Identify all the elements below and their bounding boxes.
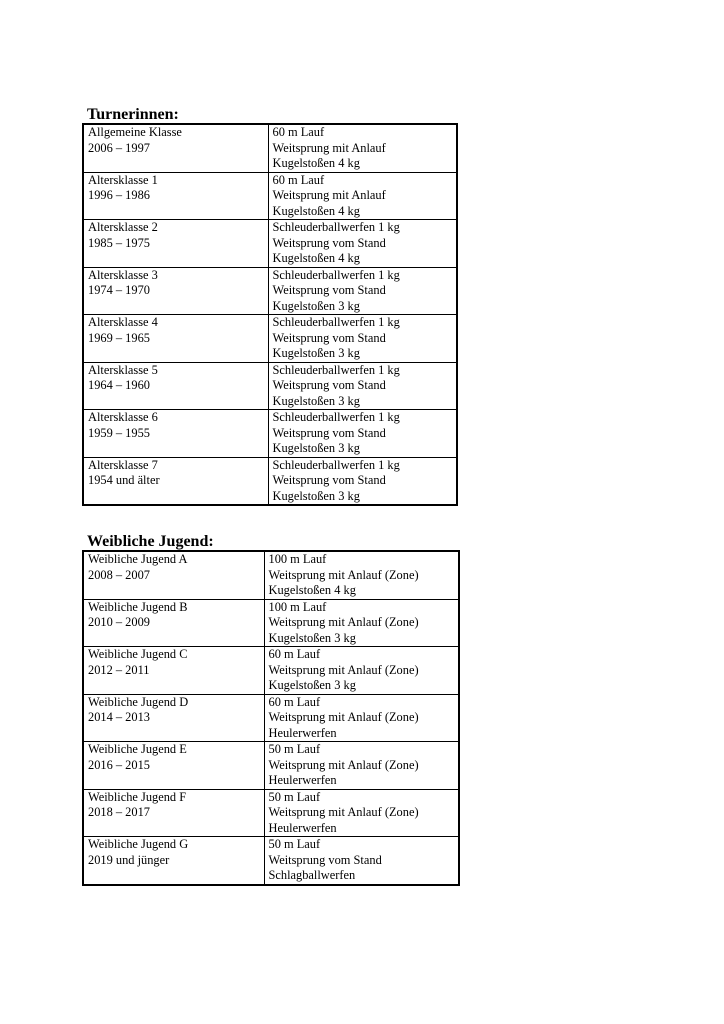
event-item: Weitsprung mit Anlauf (Zone) (268, 567, 419, 582)
event-item: 60 m Lauf (268, 647, 321, 661)
table-body-turnerinnen (83, 124, 457, 505)
section-title-weibliche-jugend: Weibliche Jugend: (87, 533, 214, 550)
event-item: Weitsprung mit Anlauf (Zone) (268, 805, 419, 819)
event-item: Schleuderballwerfen 1 kg (272, 457, 400, 472)
event-item: Heulerwerfen (268, 725, 337, 740)
event-item: Heulerwerfen (268, 773, 337, 787)
table-row (83, 789, 459, 837)
table-row (83, 220, 457, 268)
birth-years: 2010 – 2009 (88, 615, 150, 629)
event-item: Schleuderballwerfen 1 kg (272, 315, 400, 329)
age-class-cell (83, 220, 268, 268)
age-class-cell (83, 457, 268, 505)
event-item: Kugelstoßen 3 kg (272, 298, 360, 313)
events-cell (268, 410, 457, 458)
events-cell (268, 457, 457, 505)
age-class-cell (83, 837, 264, 885)
age-class-cell (83, 551, 264, 599)
table-row (83, 647, 459, 695)
event-item: Schleuderballwerfen 1 kg (272, 220, 400, 234)
events-cell (268, 172, 457, 220)
table-row (83, 551, 459, 599)
event-item: Schleuderballwerfen 1 kg (272, 362, 400, 377)
events-cell (264, 599, 459, 647)
birth-years: 2008 – 2007 (88, 567, 150, 582)
age-class-cell (83, 694, 264, 742)
age-class-name: Weibliche Jugend A (88, 552, 188, 566)
events-cell (264, 837, 459, 885)
event-item: Kugelstoßen 3 kg (272, 488, 360, 503)
event-item: Schleuderballwerfen 1 kg (272, 410, 400, 424)
table-turnerinnen (82, 123, 458, 506)
table-row (83, 694, 459, 742)
event-item: Weitsprung mit Anlauf (Zone) (268, 662, 419, 677)
age-class-name: Altersklasse 6 (88, 410, 158, 424)
age-class-cell (83, 124, 268, 172)
birth-years: 2016 – 2015 (88, 757, 150, 772)
age-class-cell (83, 742, 264, 790)
event-item: Kugelstoßen 3 kg (272, 393, 360, 408)
table-row (83, 410, 457, 458)
age-class-name: Allgemeine Klasse (88, 125, 182, 139)
table-row (83, 457, 457, 505)
birth-years: 1974 – 1970 (88, 283, 150, 297)
age-class-cell (83, 315, 268, 363)
events-cell (264, 551, 459, 599)
birth-years: 2014 – 2013 (88, 710, 150, 724)
event-item: Kugelstoßen 3 kg (272, 346, 360, 360)
table-row (83, 315, 457, 363)
table-row (83, 599, 459, 647)
event-item: Kugelstoßen 3 kg (272, 441, 360, 455)
event-item: Heulerwerfen (268, 820, 337, 835)
birth-years: 2019 und jünger (88, 852, 170, 867)
table-row (83, 267, 457, 315)
birth-years: 1996 – 1986 (88, 188, 150, 202)
table-row (83, 172, 457, 220)
age-class-name: Weibliche Jugend G (88, 837, 189, 851)
age-class-name: Weibliche Jugend D (88, 694, 189, 709)
birth-years: 1964 – 1960 (88, 378, 150, 392)
event-item: Schleuderballwerfen 1 kg (272, 267, 400, 282)
event-item: Kugelstoßen 4 kg (272, 203, 360, 218)
event-item: Weitsprung mit Anlauf (Zone) (268, 757, 419, 772)
event-item: Weitsprung vom Stand (272, 235, 386, 250)
event-item: Kugelstoßen 3 kg (268, 630, 356, 645)
table-body-weibliche-jugend (83, 551, 459, 885)
event-item: 100 m Lauf (268, 599, 327, 614)
event-item: 60 m Lauf (268, 694, 321, 709)
age-class-name: Weibliche Jugend F (88, 789, 187, 804)
events-cell (268, 362, 457, 410)
events-cell (264, 647, 459, 695)
birth-years: 1954 und älter (88, 473, 160, 487)
age-class-name: Altersklasse 5 (88, 362, 158, 377)
events-cell (264, 789, 459, 837)
birth-years: 2018 – 2017 (88, 805, 150, 819)
age-class-cell (83, 267, 268, 315)
event-item: Kugelstoßen 4 kg (272, 251, 360, 265)
table-weibliche-jugend (82, 550, 460, 886)
table-row (83, 362, 457, 410)
section-title-turnerinnen: Turnerinnen: (87, 106, 179, 123)
age-class-cell (83, 410, 268, 458)
events-cell (268, 220, 457, 268)
age-class-name: Altersklasse 1 (88, 172, 158, 187)
age-class-cell (83, 789, 264, 837)
event-item: 60 m Lauf (272, 172, 325, 187)
age-class-name: Weibliche Jugend E (88, 742, 187, 756)
age-class-name: Weibliche Jugend B (88, 599, 188, 614)
event-item: Weitsprung vom Stand (272, 378, 386, 392)
event-item: Kugelstoßen 4 kg (272, 156, 360, 170)
event-item: Weitsprung vom Stand (272, 283, 386, 297)
table-row (83, 124, 457, 172)
table-row (83, 837, 459, 885)
birth-years: 1959 – 1955 (88, 425, 150, 440)
event-item: 50 m Lauf (268, 837, 321, 851)
birth-years: 1985 – 1975 (88, 235, 150, 250)
event-item: Schlagballwerfen (268, 868, 356, 882)
event-item: 50 m Lauf (268, 742, 321, 756)
event-item: Kugelstoßen 3 kg (268, 678, 356, 692)
event-item: Weitsprung vom Stand (268, 852, 382, 867)
event-item: Weitsprung vom Stand (272, 330, 386, 345)
age-class-name: Weibliche Jugend C (88, 647, 188, 661)
events-cell (268, 124, 457, 172)
age-class-name: Altersklasse 7 (88, 457, 158, 472)
age-class-cell (83, 599, 264, 647)
age-class-cell (83, 647, 264, 695)
age-class-cell (83, 362, 268, 410)
birth-years: 2006 – 1997 (88, 140, 150, 155)
age-class-name: Altersklasse 2 (88, 220, 158, 234)
event-item: Weitsprung mit Anlauf (Zone) (268, 615, 419, 629)
age-class-cell (83, 172, 268, 220)
event-item: Weitsprung mit Anlauf (Zone) (268, 710, 419, 724)
events-cell (268, 267, 457, 315)
event-item: Weitsprung vom Stand (272, 473, 386, 487)
event-item: 60 m Lauf (272, 125, 325, 139)
events-cell (264, 694, 459, 742)
table-row (83, 742, 459, 790)
events-cell (264, 742, 459, 790)
event-item: Weitsprung mit Anlauf (272, 140, 386, 155)
event-item: Kugelstoßen 4 kg (268, 583, 356, 597)
age-class-name: Altersklasse 4 (88, 315, 158, 329)
birth-years: 2012 – 2011 (88, 662, 150, 677)
events-cell (268, 315, 457, 363)
event-item: 100 m Lauf (268, 552, 327, 566)
age-class-name: Altersklasse 3 (88, 267, 158, 282)
event-item: Weitsprung vom Stand (272, 425, 386, 440)
event-item: Weitsprung mit Anlauf (272, 188, 386, 202)
birth-years: 1969 – 1965 (88, 330, 150, 345)
event-item: 50 m Lauf (268, 789, 321, 804)
